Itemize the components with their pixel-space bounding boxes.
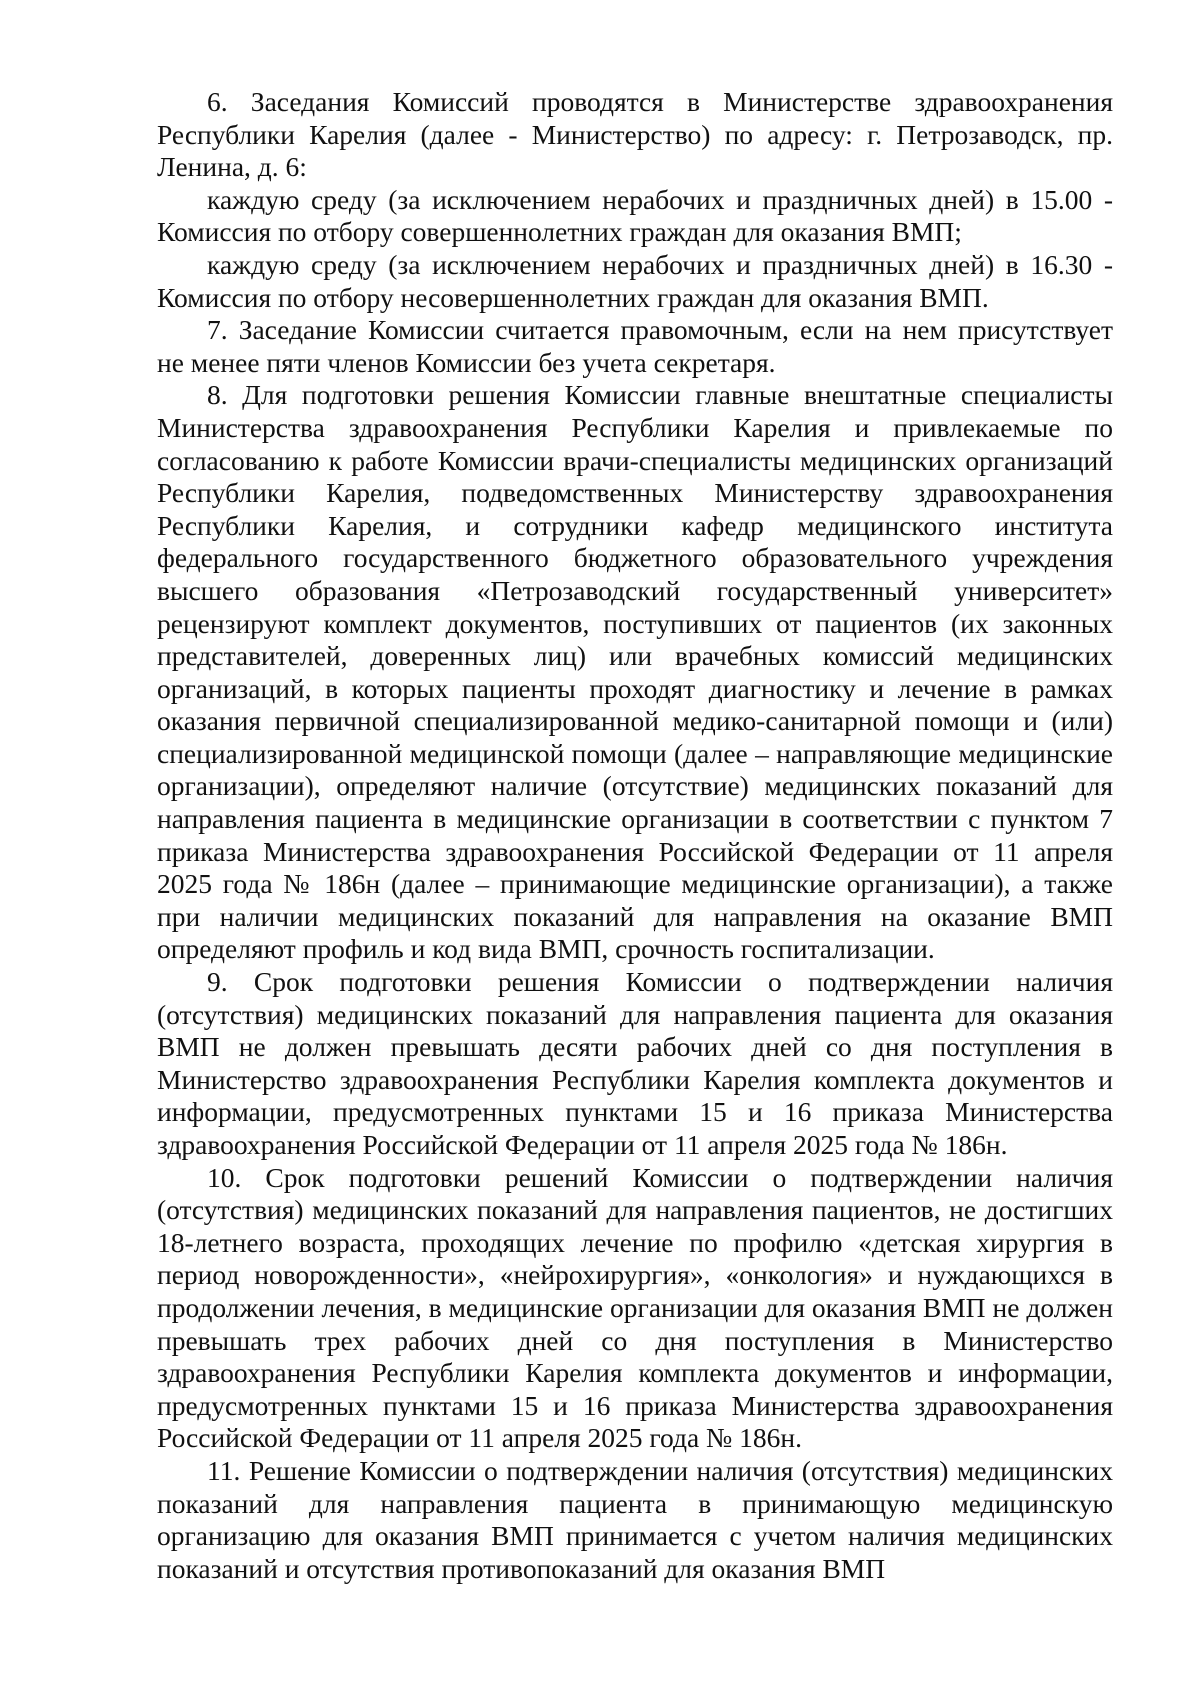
paragraph-10: 10. Срок подготовки решений Комиссии о подтверждении наличия (отсутствия) медицинских показаний для направления пациентов, не достигших 18-летнего возраста, проходящих лечение по профилю «детская хирургия в период новорожденности», «нейрохирургия», «онкология» и нуждающихся в продолжении лечения, в медицинские организации для оказания ВМП не должен превышать трех рабочих дней со дня поступления в Министерство здравоохранения Республики Карелия комплекта документов и информации, предусмотренных пунктами 15 и 16 приказа Министерства здравоохранения Российской Федерации от 11 апреля 2025 года № 186н. [157, 1161, 1113, 1454]
paragraph-6-schedule-minors: каждую среду (за исключением нерабочих и праздничных дней) в 16.30 - Комиссия по отбору несовершеннолетних граждан для оказания ВМП. [157, 248, 1113, 313]
paragraph-9: 9. Срок подготовки решения Комиссии о подтверждении наличия (отсутствия) медицинских показаний для направления пациента для оказания ВМП не должен превышать десяти рабочих дней со дня поступления в Министерство здравоохранения Республики Карелия комплекта документов и информации, предусмотренных пунктами 15 и 16 приказа Министерства здравоохранения Российской Федерации от 11 апреля 2025 года № 186н. [157, 966, 1113, 1160]
paragraph-11: 11. Решение Комиссии о подтверждении наличия (отсутствия) медицинских показаний для направления пациента в принимающую медицинскую организацию для оказания ВМП принимается с учетом наличия медицинских показаний и отсутствия противопоказаний для оказания ВМП [157, 1454, 1113, 1584]
paragraph-6-schedule-adults: каждую среду (за исключением нерабочих и праздничных дней) в 15.00 - Комиссия по отбору совершеннолетних граждан для оказания ВМП; [157, 183, 1113, 248]
paragraph-7: 7. Заседание Комиссии считается правомочным, если на нем присутствует не менее пяти членов Комиссии без учета секретаря. [157, 314, 1113, 378]
paragraph-8: 8. Для подготовки решения Комиссии главные внештатные специалисты Министерства здравоохранения Республики Карелия и привлекаемые по согласованию к работе Комиссии врачи-специалисты медицинских организаций Республики Карелия, подведомственных Министерству здравоохранения Республики Карелия, и сотрудники кафедр медицинского института федерального государственного бюджетного образовательного учреждения высшего образования «Петрозаводский государственный университет» рецензируют комплект документов, поступивших от пациентов (их законных представителей, доверенных лиц) или врачебных комиссий медицинских организаций, в которых пациенты проходят диагностику и лечение в рамках оказания первичной специализированной медико-санитарной помощи и (или) специализированной медицинской помощи (далее – направляющие медицинские организации), определяют наличие (отсутствие) медицинских показаний для направления пациента в медицинские организации в соответствии с пунктом 7 приказа Министерства здравоохранения Российской Федерации от 11 апреля 2025 года № 186н (далее – принимающие медицинские организации), а также при наличии медицинских показаний для направления на оказание ВМП определяют профиль и код вида ВМП, срочность госпитализации. [157, 379, 1113, 965]
paragraph-6: 6. Заседания Комиссий проводятся в Министерстве здравоохранения Республики Карелия (далее - Министерство) по адресу: г. Петрозаводск, пр. Ленина, д. 6: [157, 86, 1113, 183]
document-page [157, 86, 1113, 1585]
